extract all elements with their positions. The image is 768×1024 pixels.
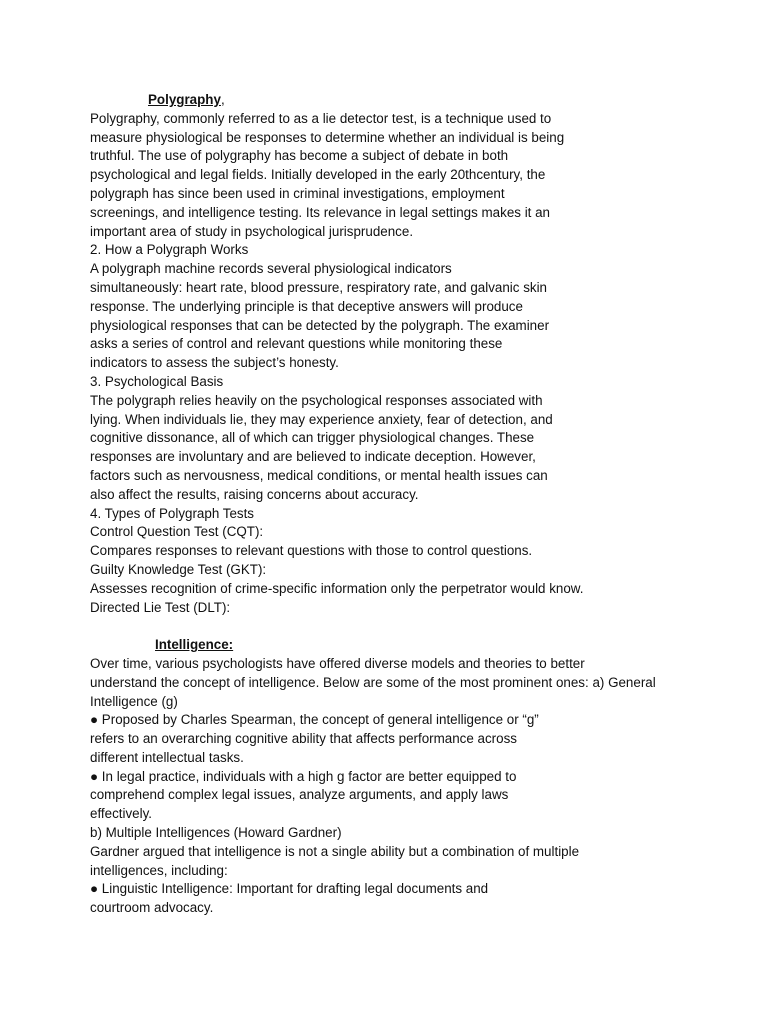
polygraphy-heading-text: Polygraphy [148, 92, 221, 107]
text-line: psychological and legal fields. Initially developed in the early 20thcentury, the [90, 167, 546, 183]
document-body [90, 91, 750, 918]
text-line: understand the concept of intelligence. Below are some of the most prominent ones: a) General [90, 674, 656, 690]
test-name-gkt: Guilty Knowledge Test (GKT): [90, 561, 267, 577]
text-line: important area of study in psychological jurisprudence. [90, 223, 414, 239]
intro-paragraph [90, 110, 750, 242]
section-heading-psychological-basis: 3. Psychological Basis [90, 373, 224, 389]
text-line: also affect the results, raising concerns about accuracy. [90, 486, 419, 502]
test-description-gkt: Assesses recognition of crime-specific information only the perpetrator would know. [90, 580, 584, 596]
section4-list [90, 523, 750, 617]
text-line: cognitive dissonance, all of which can trigger physiological changes. These [90, 430, 535, 446]
subheading-line: b) Multiple Intelligences (Howard Gardner) [90, 825, 342, 841]
intelligence-heading [90, 636, 750, 655]
text-line: truthful. The use of polygraphy has become a subject of debate in both [90, 148, 509, 164]
bullet-line: ● In legal practice, individuals with a high g factor are better equipped to [90, 768, 517, 784]
text-line: refers to an overarching cognitive ability that affects performance across [90, 731, 517, 747]
text-line: indicators to assess the subject’s honesty. [90, 355, 339, 371]
text-line: Intelligence (g) [90, 693, 178, 709]
blank-line [90, 617, 750, 636]
section2-paragraph [90, 260, 750, 373]
text-line: different intellectual tasks. [90, 749, 244, 765]
text-line: responses are involuntary and are believed to indicate deception. However, [90, 449, 536, 465]
text-line: asks a series of control and relevant questions while monitoring these [90, 336, 503, 352]
test-name-cqt: Control Question Test (CQT): [90, 524, 264, 540]
text-line: screenings, and intelligence testing. Its relevance in legal settings makes it an [90, 204, 551, 220]
text-line: The polygraph relies heavily on the psychological responses associated with [90, 392, 543, 408]
test-name-dlt: Directed Lie Test (DLT): [90, 599, 231, 615]
intelligence-heading-text: Intelligence: [155, 637, 234, 653]
text-line: factors such as nervousness, medical conditions, or mental health issues can [90, 467, 548, 483]
text-line: response. The underlying principle is that deceptive answers will produce [90, 298, 523, 314]
section3-paragraph [90, 392, 750, 505]
text-line: simultaneously: heart rate, blood pressure, respiratory rate, and galvanic skin [90, 279, 548, 295]
text-line: effectively. [90, 806, 153, 822]
test-description-cqt: Compares responses to relevant questions with those to control questions. [90, 543, 533, 559]
text-line: courtroom advocacy. [90, 900, 214, 916]
polygraphy-heading [90, 91, 750, 110]
section-heading-types-of-tests: 4. Types of Polygraph Tests [90, 505, 255, 521]
polygraphy-heading-comma: , [220, 92, 225, 107]
text-line: comprehend complex legal issues, analyze arguments, and apply laws [90, 787, 509, 803]
text-line: intelligences, including: [90, 862, 228, 878]
intelligence-paragraph [90, 655, 750, 918]
text-line: A polygraph machine records several physiological indicators [90, 261, 452, 277]
text-line: polygraph has since been used in criminal investigations, employment [90, 185, 505, 201]
text-line: physiological responses that can be detected by the polygraph. The examiner [90, 317, 550, 333]
text-line: Over time, various psychologists have offered diverse models and theories to better [90, 655, 585, 671]
text-line: measure physiological be responses to determine whether an individual is being [90, 129, 565, 145]
text-line: Gardner argued that intelligence is not a single ability but a combination of multiple [90, 843, 580, 859]
bullet-line: ● Proposed by Charles Spearman, the concept of general intelligence or “g” [90, 712, 539, 728]
bullet-line: ● Linguistic Intelligence: Important for drafting legal documents and [90, 881, 489, 897]
text-line: lying. When individuals lie, they may experience anxiety, fear of detection, and [90, 411, 553, 427]
section-heading-how-polygraph-works: 2. How a Polygraph Works [90, 242, 249, 258]
text-line: Polygraphy, commonly referred to as a lie detector test, is a technique used to [90, 110, 552, 126]
